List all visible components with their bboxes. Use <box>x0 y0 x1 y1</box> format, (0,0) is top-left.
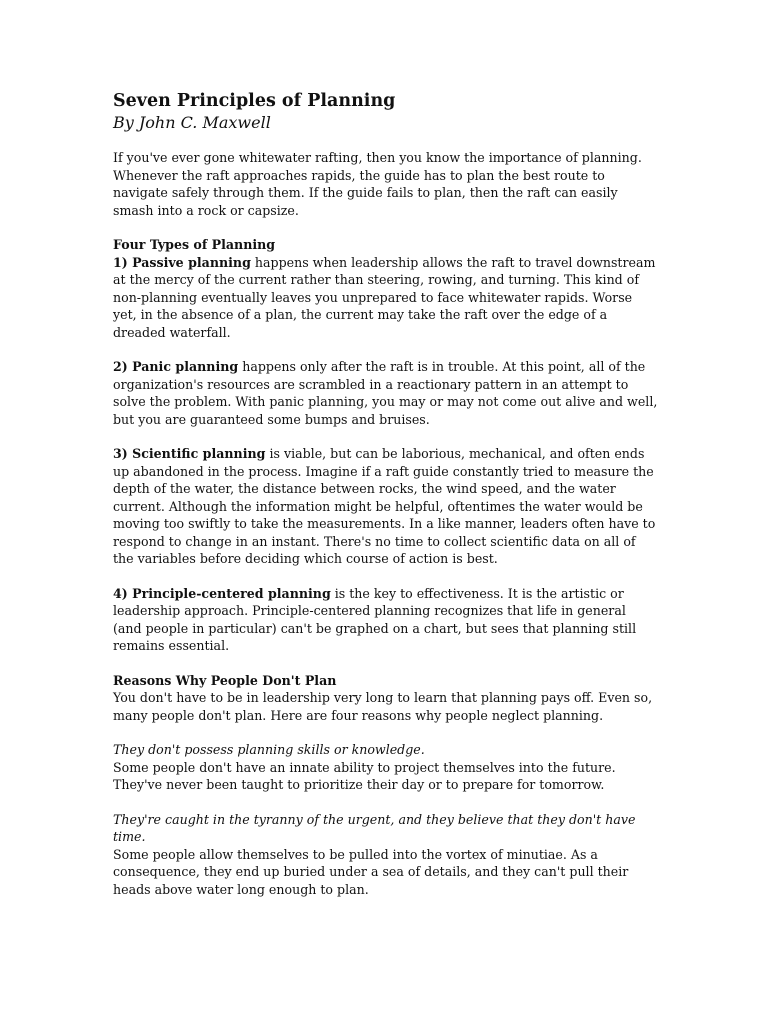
document-byline: By John C. Maxwell <box>113 113 271 132</box>
reason-paragraph-1 <box>113 741 658 794</box>
reason-text-1: Some people don't have an innate ability to project themselves into the future. They've never been taught to prioritize their day or to prepare for tomorrow. <box>113 759 616 792</box>
reasons-intro-paragraph <box>113 672 658 725</box>
intro-paragraph: If you've ever gone whitewater rafting, then you know the importance of planning. Whenever the raft approaches rapids, the guide has to plan the best route to navigate safely through them. If the guide fails to plan, then the raft can easily smash into a rock or capsize. <box>113 150 642 218</box>
reason-paragraph-2 <box>113 811 658 899</box>
type-lead-2: 2) Panic planning <box>113 359 239 374</box>
type-paragraph-2 <box>113 358 658 428</box>
type-lead-1: 1) Passive planning <box>113 254 251 270</box>
types-heading: Four Types of Planning <box>113 237 276 252</box>
type-text-3: is viable, but can be laborious, mechanical, and often ends up abandoned in the process. Imagine if a raft guide constantly tried to measure the depth of the water, the distance between rocks, the wind speed, and the water current. Although the information might be helpful, oftentimes the water would be moving too swiftly to take the measurements. In a like manner, leaders often have to respond to change in an instant. There's no time to collect scientific data on all of the variables before deciding which course of action is best. <box>113 446 656 566</box>
reasons-heading: Reasons Why People Don't Plan <box>113 672 337 688</box>
document-page <box>113 90 658 915</box>
reason-text-2: Some people allow themselves to be pulled into the vortex of minutiae. As a consequence, they end up buried under a sea of details, and they can't pull their heads above water long enough to plan. <box>113 846 629 897</box>
document-title: Seven Principles of Planning <box>113 91 396 111</box>
reason-lead-2: They're caught in the tyranny of the urgent, and they believe that they don't have time. <box>113 811 636 844</box>
type-text-4: is the key to effectiveness. It is the artistic or leadership approach. Principle-centered planning recognizes that life in general (and people in particular) can't be graphed on a chart, but sees that planning still remains essential. <box>113 585 637 653</box>
type-paragraph-4 <box>113 585 658 655</box>
type-text-2: happens only after the raft is in trouble. At this point, all of the organization's resources are scrambled in a reactionary pattern in an attempt to solve the problem. With panic planning, you may or may not come out alive and well, but you are guaranteed some bumps and bruises. <box>113 359 658 427</box>
reasons-intro-text: You don't have to be in leadership very long to learn that planning pays off. Even so, many people don't plan. Here are four reasons why people neglect planning. <box>113 690 653 723</box>
type-lead-4: 4) Principle-centered planning <box>113 585 331 601</box>
type-paragraph-1 <box>113 236 658 341</box>
type-lead-3: 3) Scientific planning <box>113 446 266 461</box>
reason-lead-1: They don't possess planning skills or knowledge. <box>113 742 425 757</box>
type-paragraph-3 <box>113 445 658 568</box>
type-text-1: happens when leadership allows the raft to travel downstream at the mercy of the current rather than steering, rowing, and turning. This kind of non-planning eventually leaves you unprepared to face whitewater rapids. Worse yet, in the absence of a plan, the current may take the raft over the edge of a dreaded waterfall. <box>113 254 656 340</box>
